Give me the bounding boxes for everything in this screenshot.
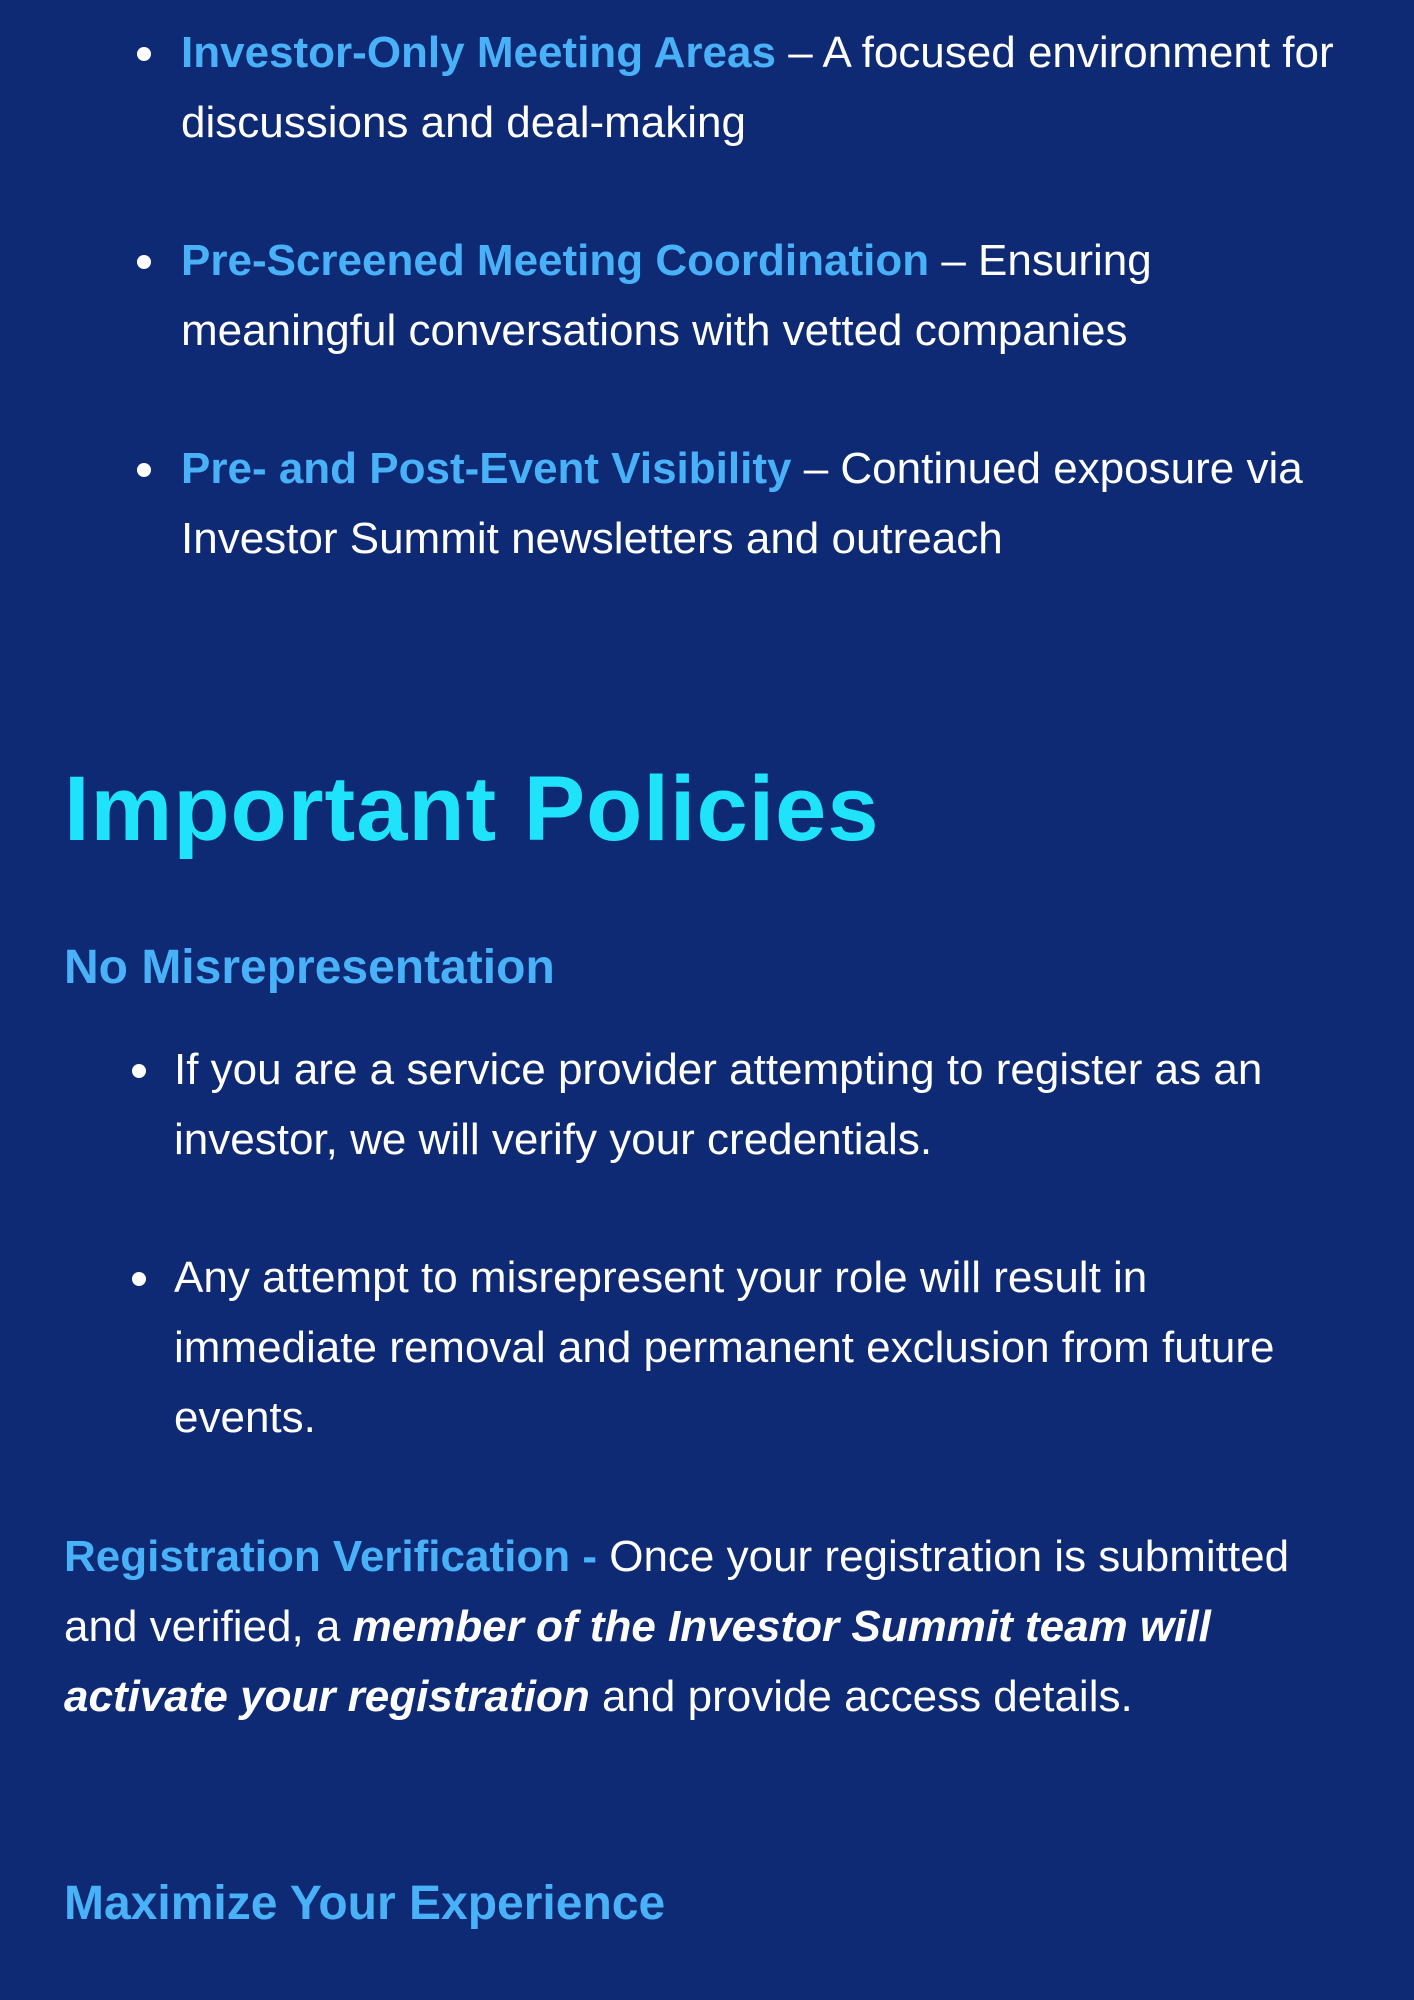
- benefit-label: Pre- and Post-Event Visibility: [181, 444, 792, 493]
- policy-list: [64, 1035, 1350, 1453]
- verification-text: Once your registration is submitted and verified, a: [64, 1532, 1290, 1651]
- list-item: [64, 1243, 1350, 1453]
- bullet-dot-icon: [132, 1064, 146, 1078]
- list-item: [64, 1035, 1350, 1175]
- policy-text: If you are a service provider attempting to register as an investor, we will verify your credentials.: [174, 1045, 1263, 1164]
- benefit-desc: – Continued exposure via Investor Summit newsletters and outreach: [181, 444, 1303, 563]
- verification-text-end: and provide access details.: [589, 1672, 1133, 1721]
- list-item: [64, 226, 1350, 366]
- section-heading: No Misrepresentation: [64, 941, 555, 994]
- bullet-dot-icon: [137, 463, 151, 477]
- verification-paragraph: [64, 1522, 1350, 1732]
- benefit-desc: – A focused environment for discussions and deal-making: [181, 28, 1334, 147]
- bullet-dot-icon: [137, 47, 151, 61]
- benefit-label: Pre-Screened Meeting Coordination: [181, 236, 930, 285]
- bullet-dot-icon: [137, 255, 151, 269]
- section-heading: Maximize Your Experience: [64, 1877, 666, 1930]
- benefit-label: Investor-Only Meeting Areas: [181, 28, 776, 77]
- policy-text: Any attempt to misrepresent your role will result in immediate removal and permanent exclusion from future events.: [174, 1253, 1275, 1442]
- list-item: [64, 18, 1350, 158]
- bullet-dot-icon: [132, 1272, 146, 1286]
- verification-label: Registration Verification -: [64, 1532, 610, 1581]
- page-title: Important Policies: [64, 758, 880, 860]
- list-item: [64, 434, 1350, 574]
- benefits-list: [64, 18, 1350, 574]
- verification-emphasis: member of the Investor Summit team will activate your registration: [64, 1602, 1211, 1721]
- benefit-desc: – Ensuring meaningful conversations with vetted companies: [181, 236, 1152, 355]
